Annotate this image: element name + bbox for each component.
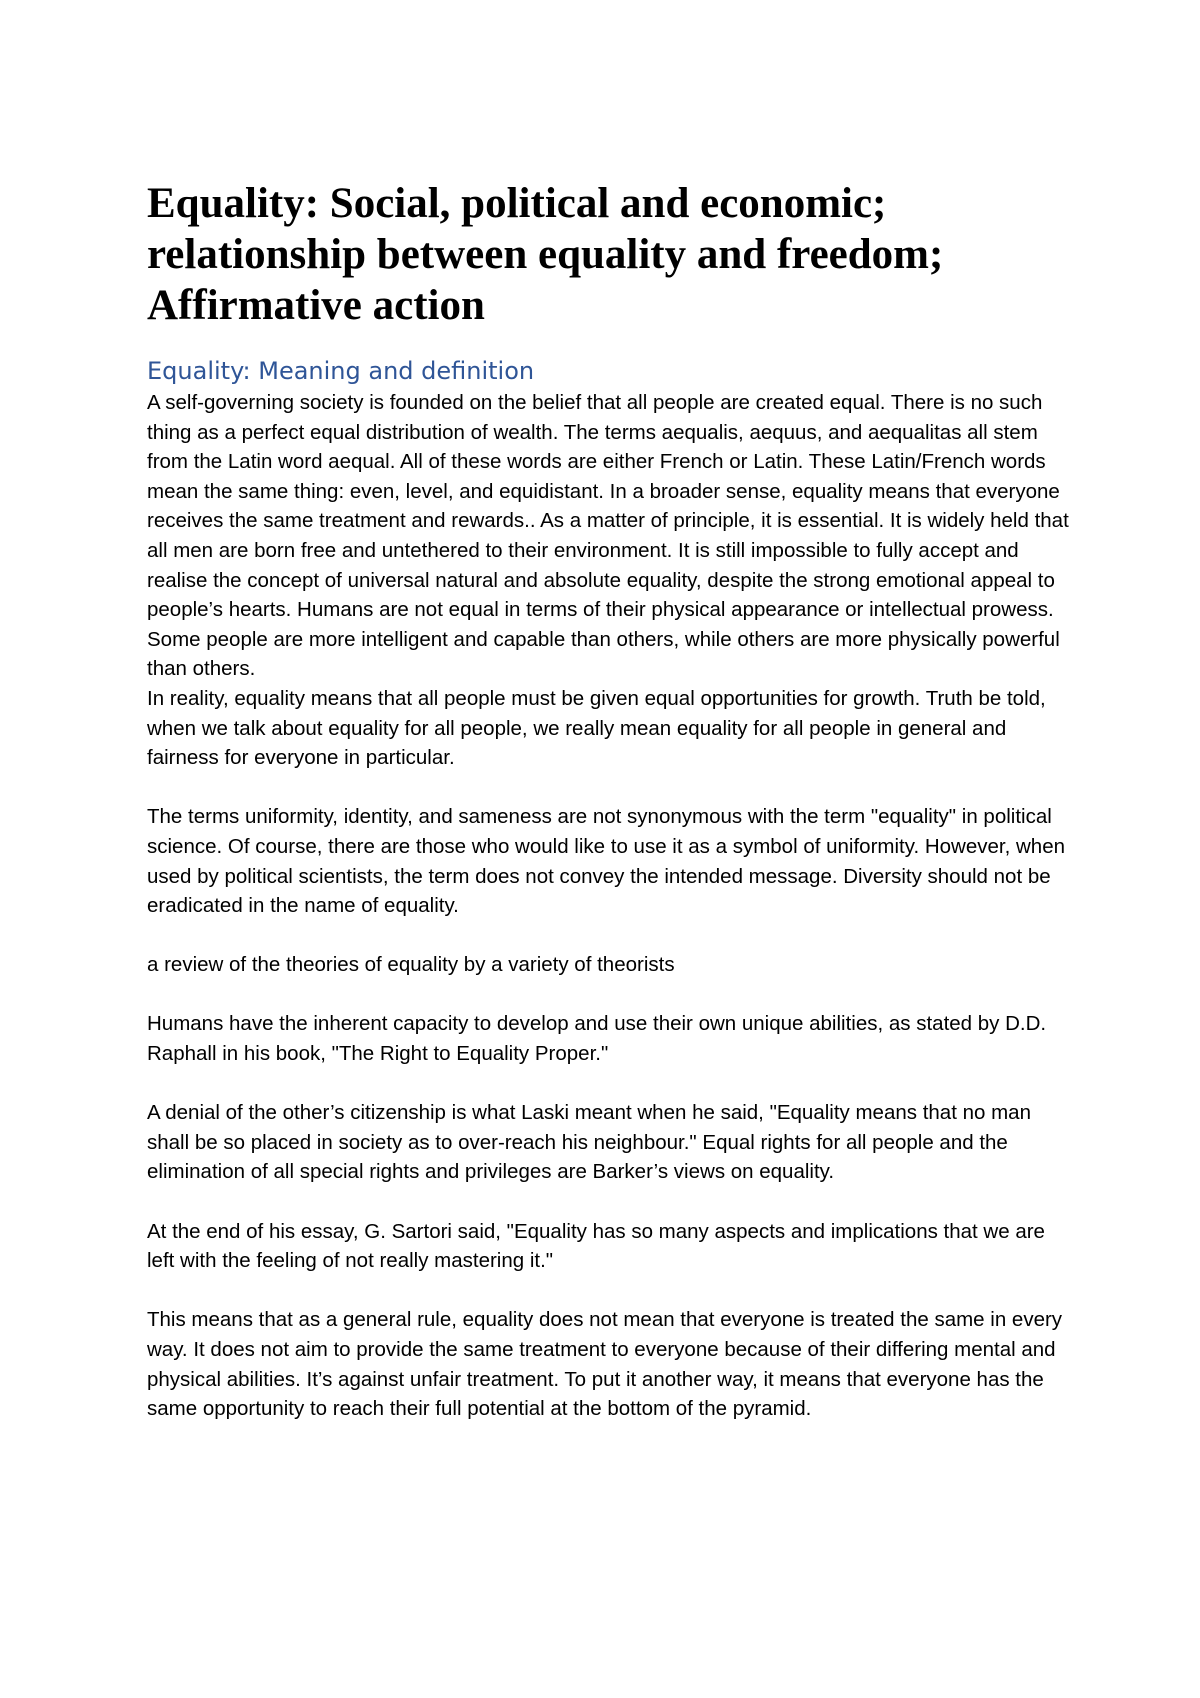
section-heading: Equality: Meaning and definition [147,357,535,385]
document-title: Equality: Social, political and economic; relationship between equality and freedom; Affirmative action [147,180,944,329]
paragraph-reality: In reality, equality means that all people must be given equal opportunities for growth. Truth be told, when we talk about equality for all people, we really mean equality for all people in general and fairness for everyone in particular. [147,686,1046,770]
paragraph-spacer [147,1187,1072,1217]
paragraph-sartori: At the end of his essay, G. Sartori said, "Equality has so many aspects and implications that we are left with the feeling of not really mastering it." [147,1219,1045,1273]
paragraph-intro: A self-governing society is founded on the belief that all people are created equal. There is no such thing as a perfect equal distribution of wealth. The terms aequalis, aequus, and aequalitas all stem from the Latin word aequal. All of these words are either French or Latin. These Latin/French words mean the same thing: even, level, and equidistant. In a broader sense, equality means that everyone receives the same treatment and rewards.. As a matter of principle, it is essential. It is widely held that all men are born free and untethered to their environment. It is still impossible to fully accept and realise the concept of universal natural and absolute equality, despite the strong emotional appeal to people’s hearts. Humans are not equal in terms of their physical appearance or intellectual prowess. Some people are more intelligent and capable than others, while others are more physically powerful than others. [147,391,1069,681]
paragraph-review: a review of the theories of equality by a variety of theorists [147,953,675,977]
paragraph-spacer [147,921,1072,951]
paragraph-raphall: Humans have the inherent capacity to develop and use their own unique abilities, as stated by D.D. Raphall in his book, "The Right to Equality Proper." [147,1012,1047,1066]
document-body [147,178,1072,1424]
paragraph-laski: A denial of the other’s citizenship is what Laski meant when he said, "Equality means that no man shall be so placed in society as to over-reach his neighbour." Equal rights for all people and the elimination of all special rights and privileges are Barker’s views on equality. [147,1101,1031,1184]
paragraph-spacer [147,1069,1072,1099]
paragraph-spacer [147,1276,1072,1306]
paragraph-spacer [147,980,1072,1010]
paragraph-general-rule: This means that as a general rule, equality does not mean that everyone is treated the same in every way. It does not aim to provide the same treatment to everyone because of their differing mental and physical abilities. It’s against unfair treatment. To put it another way, it means that everyone has the same opportunity to reach their full potential at the bottom of the pyramid. [147,1308,1063,1421]
paragraph-spacer [147,773,1072,803]
paragraph-uniformity: The terms uniformity, identity, and sameness are not synonymous with the term "equality" in political science. Of course, there are those who would like to use it as a symbol of uniformity. However, when used by political scientists, the term does not convey the intended message. Diversity should not be eradicated in the name of equality. [147,805,1065,918]
